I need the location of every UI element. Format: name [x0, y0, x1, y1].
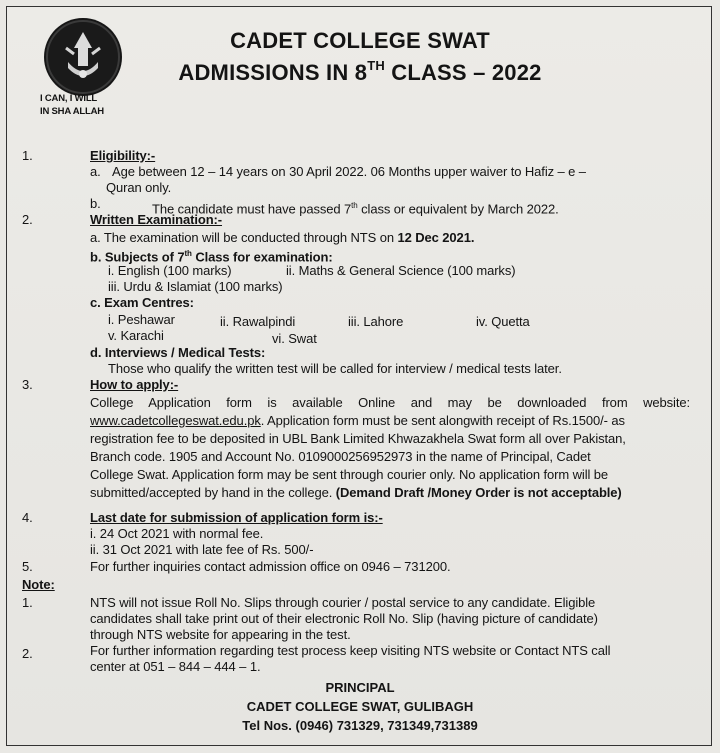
note-1-line2: candidates shall take print out of their electronic Roll No. Slip (having picture of candidate)	[90, 611, 598, 626]
centre-peshawar: i. Peshawar	[108, 312, 175, 327]
centre-quetta: iv. Quetta	[476, 314, 530, 329]
section-5-number: 5.	[22, 559, 33, 574]
s3-line3: registration fee to be deposited in UBL Bank Limited Khwazakhela Swat form all over Pakistan,	[90, 431, 626, 446]
s1-a-label: a.	[90, 164, 101, 179]
page-title: CADET COLLEGE SWAT	[230, 28, 490, 53]
s4-ii: ii. 31 Oct 2021 with late fee of Rs. 500/-	[90, 542, 314, 557]
website-link[interactable]: www.cadetcollegeswat.edu.pk	[90, 413, 261, 428]
contact-numbers: Tel Nos. (0946) 731329, 731349,731389	[242, 718, 478, 733]
signatory-address: CADET COLLEGE SWAT, GULIBAGH	[246, 699, 474, 714]
centre-swat: vi. Swat	[272, 331, 317, 346]
note-2-number: 2.	[22, 646, 33, 661]
note-heading: Note:	[22, 577, 55, 592]
s2-c: c. Exam Centres:	[90, 295, 194, 310]
centre-karachi: v. Karachi	[108, 328, 164, 343]
centre-lahore: iii. Lahore	[348, 314, 404, 329]
note-2-line1: For further information regarding test process keep visiting NTS website or Contact NTS call	[90, 643, 611, 658]
s2-a: a. The examination will be conducted through NTS on 12 Dec 2021.	[90, 230, 475, 245]
section-1-number: 1.	[22, 148, 33, 163]
s1-b-text: The candidate must have passed 7th class or equivalent by March 2022.	[152, 201, 559, 217]
college-crest-logo	[44, 18, 122, 96]
section-2-number: 2.	[22, 212, 33, 227]
s2-b: b. Subjects of 7th Class for examination:	[90, 249, 333, 265]
college-motto: I CAN, I WILL IN SHA ALLAH	[40, 93, 104, 117]
section-3-number: 3.	[22, 377, 33, 392]
s3-line6: submitted/accepted by hand in the college. (Demand Draft /Money Order is not acceptable)	[90, 485, 622, 500]
subject-urdu: iii. Urdu & Islamiat (100 marks)	[108, 279, 283, 294]
s3-line4: Branch code. 1905 and Account No. 0109000256952973 in the name of Principal, Cadet	[90, 449, 591, 464]
note-1-line1: NTS will not issue Roll No. Slips through courier / postal service to any candidate. Eligible	[90, 595, 596, 610]
s3-line5: College Swat. Application form may be sent through courier only. No application form will be	[90, 467, 609, 482]
s1-b-label: b.	[90, 196, 101, 211]
subject-maths: ii. Maths & General Science (100 marks)	[286, 263, 516, 278]
section-1-heading: Eligibility:-	[90, 148, 156, 163]
s1-a-line2: Quran only.	[106, 180, 172, 195]
section-4-heading: Last date for submission of application form is:-	[90, 510, 383, 525]
s4-i: i. 24 Oct 2021 with normal fee.	[90, 526, 264, 541]
subject-english: i. English (100 marks)	[108, 263, 232, 278]
section-4-number: 4.	[22, 510, 33, 525]
section-2-heading: Written Examination:-	[90, 212, 223, 227]
section-3-heading: How to apply:-	[90, 377, 179, 392]
signatory-title: PRINCIPAL	[325, 680, 395, 695]
note-2-line2: center at 051 – 844 – 444 – 1.	[90, 659, 261, 674]
s3-line1: College Application form is available Online and may be downloaded from website:	[90, 395, 690, 410]
s5-text: For further inquiries contact admission office on 0946 – 731200.	[90, 559, 451, 574]
note-1-number: 1.	[22, 595, 33, 610]
s3-line2: www.cadetcollegeswat.edu.pk. Application form must be sent alongwith receipt of Rs.1500/- as	[90, 413, 625, 428]
s1-a-line1: Age between 12 – 14 years on 30 April 2022. 06 Months upper waiver to Hafiz – e –	[112, 164, 586, 179]
note-1-line3: through NTS website for appearing in the test.	[90, 627, 351, 642]
centre-rawalpindi: ii. Rawalpindi	[220, 314, 296, 329]
s2-d-text: Those who qualify the written test will be called for interview / medical tests later.	[108, 361, 562, 376]
s2-d: d. Interviews / Medical Tests:	[90, 345, 266, 360]
page-subtitle: ADMISSIONS IN 8TH CLASS – 2022	[178, 58, 542, 85]
